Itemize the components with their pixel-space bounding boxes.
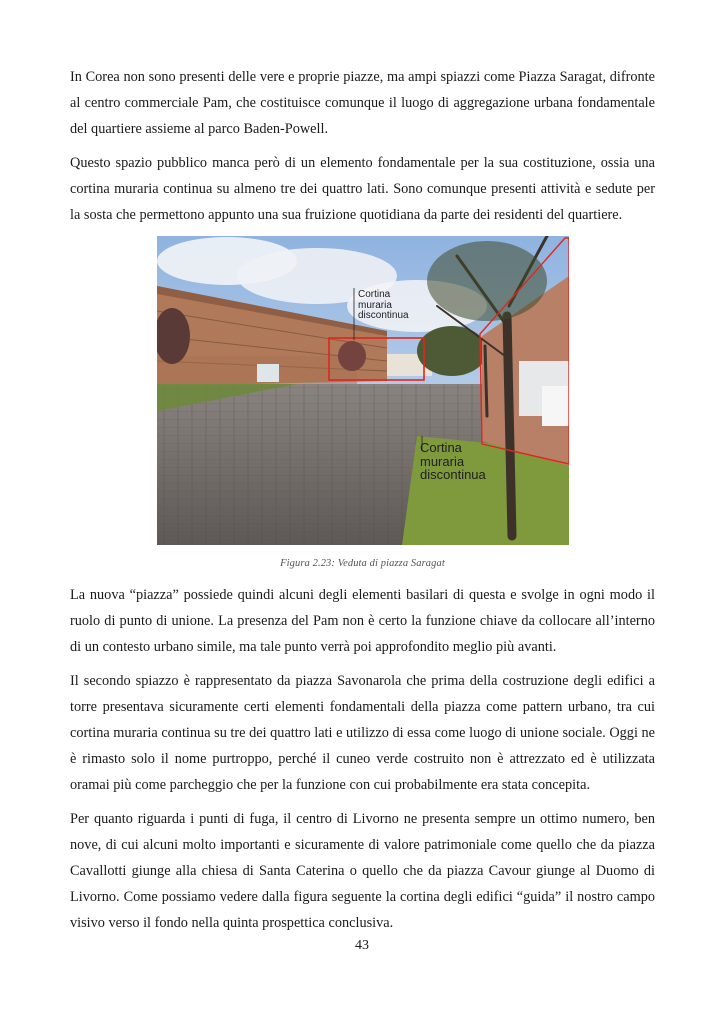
paragraph-spazio-pubblico: Questo spazio pubblico manca però di un elemento fondamentale per la sua costituzione, ossia una cortina muraria continua su almeno tre dei quattro lati. Sono comunque presenti attività e sedute per la sosta che permettono appunto una sua fruizione quotidiana da parte dei residenti del quartiere. <box>70 155 655 223</box>
figure-piazza-saragat <box>157 236 569 545</box>
paragraph-corea: In Corea non sono presenti delle vere e proprie piazze, ma ampi spiazzi come Piazza Saragat, difronte al centro commerciale Pam, che costituisce comunque il luogo di aggregazione urbana fondamentale del quartiere assieme al parco Baden-Powell. <box>70 69 655 137</box>
page-body <box>70 64 655 944</box>
photo-piazza-saragat <box>157 236 569 545</box>
page-number: 43 <box>355 938 369 953</box>
paragraph-punti-di-fuga: Per quanto riguarda i punti di fuga, il centro di Livorno ne presenta sempre un ottimo numero, ben nove, di cui alcuni molto importanti e sicuramente di valore patrimoniale come quello che da piazza Cavallotti giunge alla chiesa di Santa Caterina o quello che da piazza Cavour giunge al Duomo di Livorno. Come possiamo vedere dalla figura seguente la cortina degli edifici “guida” il nostro campo visivo verso il fondo nella quinta prospettica conclusiva. <box>70 811 655 931</box>
paragraph-secondo-spiazzo: Il secondo spiazzo è rappresentato da piazza Savonarola che prima della costruzione degli edifici a torre presentava sicuramente certi elementi fondamentali della piazza come pattern urbano, tra cui cortina muraria continua su tre dei quattro lati e utilizzo di essa come luogo di unione sociale. Oggi ne è rimasto solo il nome purtroppo, perché il cuneo verde costruito non è attrezzato ed è utilizzata oramai più come parcheggio che per la funzione con cui probabilmente era stata concepita. <box>70 673 655 793</box>
annotation-cortina-top: Cortina muraria discontinua <box>358 289 409 321</box>
annotation-cortina-bottom: Cortina muraria discontinua <box>420 440 486 483</box>
paragraph-nuova-piazza: La nuova “piazza” possiede quindi alcuni degli elementi basilari di questa e svolge in ogni modo il ruolo di punto di unione. La presenza del Pam non è certo la funzione chiave da collocare all’interno di un contesto urbano simile, ma tale punto verrà poi approfondito meglio più avanti. <box>70 587 655 655</box>
figure-caption: Figura 2.23: Veduta di piazza Saragat <box>280 558 445 569</box>
